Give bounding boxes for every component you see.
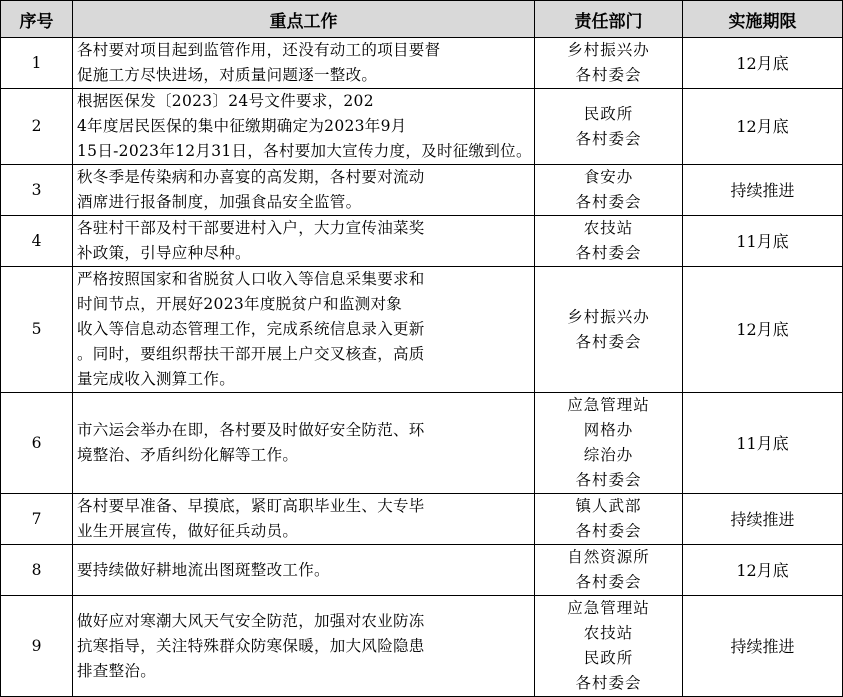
department-name: 自然资源所 (567, 548, 650, 566)
department-name: 应急管理站 (567, 396, 650, 414)
responsible-departments (535, 165, 683, 216)
department-name: 各村委会 (575, 244, 642, 262)
table-row (1, 38, 843, 89)
deadline: 11月底 (683, 393, 843, 494)
table-row (1, 267, 843, 393)
header-row (1, 1, 843, 38)
task-line: 补政策，引导应种尽种。 (77, 244, 251, 262)
task-line: 市六运会举办在即，各村要及时做好安全防范、环 (77, 421, 425, 439)
task-line: 各驻村干部及村干部要进村入户，大力宣传油菜奖 (77, 219, 425, 237)
department-name: 各村委会 (575, 332, 642, 351)
task-line: 收入等信息动态管理工作，完成系统信息录入更新 (77, 320, 425, 338)
task-description (73, 165, 535, 216)
department-name: 综治办 (583, 446, 634, 464)
deadline: 持续推进 (683, 494, 843, 545)
row-number: 7 (1, 494, 73, 545)
task-line: 抗寒指导，关注特殊群众防寒保暖，加大风险隐患 (77, 636, 425, 655)
responsible-departments (535, 393, 683, 494)
task-line: 各村要对项目起到监管作用，还没有动工的项目要督 (77, 41, 441, 59)
table-row (1, 596, 843, 697)
deadline: 12月底 (683, 89, 843, 165)
row-number: 1 (1, 38, 73, 89)
row-number: 4 (1, 216, 73, 267)
header-num: 序号 (1, 1, 73, 38)
table-row (1, 216, 843, 267)
task-line: 境整治、矛盾纠纷化解等工作。 (77, 446, 299, 464)
department-name: 食安办 (583, 168, 634, 186)
table-row (1, 545, 843, 596)
department-name: 各村委会 (575, 193, 642, 211)
task-line: 促施工方尽快进场，对质量问题逐一整改。 (77, 66, 378, 84)
task-description (73, 545, 535, 596)
responsible-departments (535, 38, 683, 89)
task-line: 严格按照国家和省脱贫人口收入等信息采集要求和 (77, 270, 425, 288)
responsible-departments (535, 216, 683, 267)
task-line: 排查整治。 (77, 661, 157, 680)
row-number: 9 (1, 596, 73, 697)
row-number: 2 (1, 89, 73, 165)
responsible-departments (535, 545, 683, 596)
deadline: 12月底 (683, 38, 843, 89)
task-line: 时间节点，开展好2023年度脱贫户和监测对象 (77, 295, 403, 313)
task-line: 酒席进行报备制度，加强食品安全监管。 (77, 193, 362, 211)
header-work: 重点工作 (73, 1, 535, 38)
table-row (1, 89, 843, 165)
department-name: 民政所 (583, 104, 634, 123)
deadline: 持续推进 (683, 596, 843, 697)
deadline: 持续推进 (683, 165, 843, 216)
responsible-departments (535, 89, 683, 165)
deadline: 11月底 (683, 216, 843, 267)
department-name: 网格办 (583, 421, 634, 439)
deadline: 12月底 (683, 545, 843, 596)
task-description (73, 267, 535, 393)
department-name: 各村委会 (575, 674, 642, 692)
task-line: 4年度居民医保的集中征缴期确定为2023年9月 (77, 117, 407, 135)
task-line: 要持续做好耕地流出图斑整改工作。 (77, 560, 330, 579)
row-number: 3 (1, 165, 73, 216)
task-line: 各村要早准备、早摸底，紧盯高职毕业生、大专毕 (77, 497, 425, 515)
task-line: 秋冬季是传染病和办喜宴的高发期，各村要对流动 (77, 168, 425, 186)
row-number: 6 (1, 393, 73, 494)
table-row (1, 165, 843, 216)
task-line: 15日-2023年12月31日，各村要加大宣传力度，及时征缴到位。 (77, 142, 532, 160)
responsible-departments (535, 267, 683, 393)
department-name: 应急管理站 (567, 599, 650, 617)
task-description (73, 393, 535, 494)
task-line: 。同时，要组织帮扶干部开展上户交叉核查，高质 (77, 345, 425, 363)
table-row (1, 494, 843, 545)
department-name: 农技站 (583, 219, 634, 237)
task-line: 量完成收入测算工作。 (77, 370, 236, 388)
department-name: 民政所 (583, 649, 634, 667)
task-description (73, 89, 535, 165)
responsible-departments (535, 494, 683, 545)
department-name: 农技站 (583, 624, 634, 642)
row-number: 5 (1, 267, 73, 393)
header-deadline: 实施期限 (683, 1, 843, 38)
department-name: 各村委会 (575, 573, 642, 591)
task-description (73, 494, 535, 545)
deadline: 12月底 (683, 267, 843, 393)
department-name: 各村委会 (575, 129, 642, 148)
header-dept: 责任部门 (535, 1, 683, 38)
department-name: 镇人武部 (575, 497, 642, 515)
task-description (73, 596, 535, 697)
department-name: 乡村振兴办 (567, 41, 650, 59)
department-name: 各村委会 (575, 522, 642, 540)
department-name: 乡村振兴办 (567, 307, 650, 326)
row-number: 8 (1, 545, 73, 596)
task-rows (1, 38, 843, 697)
task-line: 业生开展宣传，做好征兵动员。 (77, 522, 299, 540)
department-name: 各村委会 (575, 471, 642, 489)
responsible-departments (535, 596, 683, 697)
task-line: 做好应对寒潮大风天气安全防范，加强对农业防冻 (77, 611, 425, 630)
table-row (1, 393, 843, 494)
task-description (73, 38, 535, 89)
task-description (73, 216, 535, 267)
task-line: 根据医保发〔2023〕24号文件要求，202 (77, 92, 374, 110)
department-name: 各村委会 (575, 66, 642, 84)
